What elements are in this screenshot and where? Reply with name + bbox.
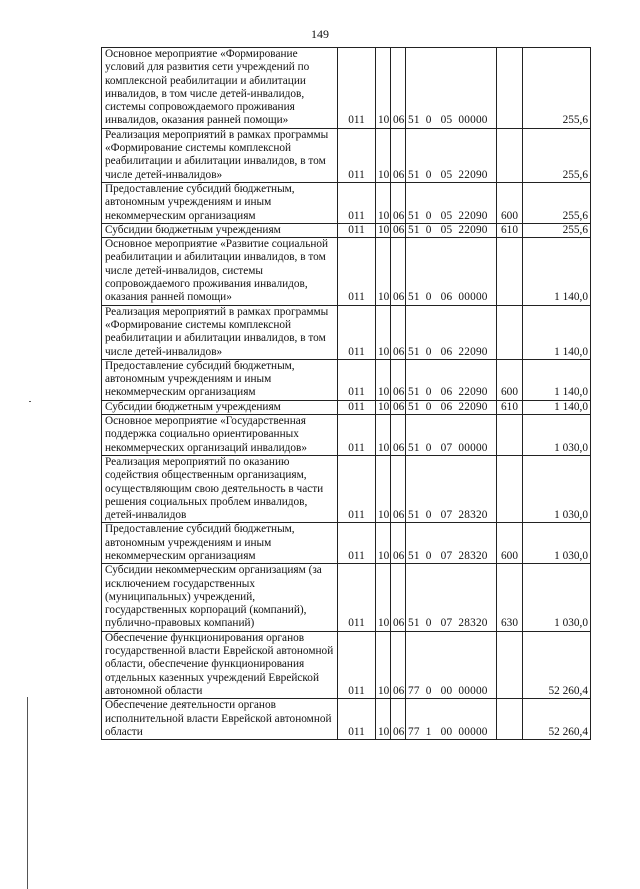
cell-name: Основное мероприятие «Развитие социальной реабилитации и абилитации инвалидов, в том числе детей-инвалидов, системы сопровождаемого проживания инвалидов, оказания ранней помощи» bbox=[102, 238, 338, 305]
cell-name: Обеспечение деятельности органов исполнительной власти Еврейской автономной области bbox=[102, 699, 338, 740]
table-row bbox=[102, 523, 591, 564]
cell-c4: 51 0 06 00000 bbox=[406, 238, 497, 305]
cell-c2: 10 bbox=[376, 400, 391, 414]
cell-c2: 10 bbox=[376, 238, 391, 305]
cell-c4: 51 0 05 00000 bbox=[406, 48, 497, 129]
table-body bbox=[102, 48, 591, 740]
cell-c1: 011 bbox=[338, 238, 376, 305]
cell-c2: 10 bbox=[376, 699, 391, 740]
cell-c3: 06 bbox=[391, 223, 406, 237]
cell-c5 bbox=[497, 128, 523, 182]
cell-c6: 52 260,4 bbox=[523, 631, 591, 698]
cell-c6: 255,6 bbox=[523, 48, 591, 129]
cell-c5 bbox=[497, 631, 523, 698]
cell-c1: 011 bbox=[338, 631, 376, 698]
cell-c2: 10 bbox=[376, 359, 391, 400]
cell-c4: 51 0 06 22090 bbox=[406, 305, 497, 359]
cell-name: Предоставление субсидий бюджетным, автономным учреждениям и иным некоммерческим организациям bbox=[102, 182, 338, 223]
table-row bbox=[102, 415, 591, 456]
cell-c3: 06 bbox=[391, 359, 406, 400]
cell-c1: 011 bbox=[338, 305, 376, 359]
cell-name: Основное мероприятие «Государственная поддержка социально ориентированных некоммерческих организаций инвалидов» bbox=[102, 415, 338, 456]
cell-name: Реализация мероприятий в рамках программы «Формирование системы комплексной реабилитации и абилитации инвалидов, в том числе детей-инвалидов» bbox=[102, 128, 338, 182]
cell-c5 bbox=[497, 455, 523, 522]
cell-c6: 255,6 bbox=[523, 223, 591, 237]
table-row bbox=[102, 400, 591, 414]
table-row bbox=[102, 455, 591, 522]
table-row bbox=[102, 305, 591, 359]
cell-c2: 10 bbox=[376, 223, 391, 237]
scan-mark-left bbox=[27, 697, 28, 889]
cell-c5 bbox=[497, 305, 523, 359]
cell-c4: 51 0 06 22090 bbox=[406, 359, 497, 400]
cell-c5: 600 bbox=[497, 182, 523, 223]
cell-c3: 06 bbox=[391, 238, 406, 305]
cell-c1: 011 bbox=[338, 523, 376, 564]
cell-c4: 51 0 05 22090 bbox=[406, 223, 497, 237]
cell-c4: 51 0 07 00000 bbox=[406, 415, 497, 456]
cell-c4: 51 0 07 28320 bbox=[406, 455, 497, 522]
table-row bbox=[102, 359, 591, 400]
cell-c5 bbox=[497, 48, 523, 129]
cell-c2: 10 bbox=[376, 564, 391, 631]
cell-c5: 610 bbox=[497, 400, 523, 414]
scan-mark-dot bbox=[29, 401, 31, 402]
cell-c6: 255,6 bbox=[523, 128, 591, 182]
cell-c2: 10 bbox=[376, 182, 391, 223]
cell-c6: 1 140,0 bbox=[523, 400, 591, 414]
cell-name: Субсидии бюджетным учреждениям bbox=[102, 223, 338, 237]
cell-c5 bbox=[497, 238, 523, 305]
cell-c3: 06 bbox=[391, 415, 406, 456]
cell-c1: 011 bbox=[338, 699, 376, 740]
table-row bbox=[102, 564, 591, 631]
cell-c4: 51 0 07 28320 bbox=[406, 564, 497, 631]
cell-name: Субсидии бюджетным учреждениям bbox=[102, 400, 338, 414]
cell-name: Субсидии некоммерческим организациям (за исключением государственных (муниципальных) учреждений, государственных корпораций (компаний), публично-правовых компаний) bbox=[102, 564, 338, 631]
cell-c1: 011 bbox=[338, 223, 376, 237]
cell-c4: 51 0 07 28320 bbox=[406, 523, 497, 564]
cell-c6: 255,6 bbox=[523, 182, 591, 223]
cell-c6: 1 030,0 bbox=[523, 455, 591, 522]
cell-c5: 630 bbox=[497, 564, 523, 631]
cell-c4: 51 0 05 22090 bbox=[406, 182, 497, 223]
table-row bbox=[102, 631, 591, 698]
cell-name: Реализация мероприятий по оказанию содействия общественным организациям, осуществляющим свою деятельность в части решения социальных проблем инвалидов, детей-инвалидов bbox=[102, 455, 338, 522]
cell-c3: 06 bbox=[391, 305, 406, 359]
cell-name: Основное мероприятие «Формирование условий для развития сети учреждений по комплексной реабилитации и абилитации инвалидов, в том числе детей-инвалидов, системы сопровождаемого проживания инвалидов, оказания ранней помощи» bbox=[102, 48, 338, 129]
table-row bbox=[102, 238, 591, 305]
cell-c3: 06 bbox=[391, 400, 406, 414]
cell-c1: 011 bbox=[338, 400, 376, 414]
cell-c1: 011 bbox=[338, 564, 376, 631]
cell-c4: 77 1 00 00000 bbox=[406, 699, 497, 740]
cell-c1: 011 bbox=[338, 359, 376, 400]
cell-c6: 1 140,0 bbox=[523, 238, 591, 305]
cell-c1: 011 bbox=[338, 455, 376, 522]
cell-c5 bbox=[497, 699, 523, 740]
cell-name: Предоставление субсидий бюджетным, автономным учреждениям и иным некоммерческим организациям bbox=[102, 523, 338, 564]
page-number: 149 bbox=[311, 27, 329, 41]
cell-c3: 06 bbox=[391, 48, 406, 129]
cell-name: Обеспечение функционирования органов государственной власти Еврейской автономной области, обеспечение функционирования отдельных казенных учреждений Еврейской автономной области bbox=[102, 631, 338, 698]
cell-c6: 1 140,0 bbox=[523, 359, 591, 400]
cell-c6: 1 030,0 bbox=[523, 564, 591, 631]
cell-c2: 10 bbox=[376, 48, 391, 129]
table-row bbox=[102, 223, 591, 237]
cell-c2: 10 bbox=[376, 455, 391, 522]
cell-c6: 1 030,0 bbox=[523, 415, 591, 456]
cell-c1: 011 bbox=[338, 48, 376, 129]
cell-c3: 06 bbox=[391, 128, 406, 182]
table-row bbox=[102, 699, 591, 740]
cell-c6: 1 030,0 bbox=[523, 523, 591, 564]
cell-c3: 06 bbox=[391, 564, 406, 631]
table-row bbox=[102, 48, 591, 129]
cell-c4: 77 0 00 00000 bbox=[406, 631, 497, 698]
cell-name: Предоставление субсидий бюджетным, автономным учреждениям и иным некоммерческим организациям bbox=[102, 359, 338, 400]
cell-c5: 600 bbox=[497, 359, 523, 400]
cell-c6: 52 260,4 bbox=[523, 699, 591, 740]
cell-c1: 011 bbox=[338, 128, 376, 182]
cell-c3: 06 bbox=[391, 631, 406, 698]
cell-c2: 10 bbox=[376, 128, 391, 182]
cell-c4: 51 0 05 22090 bbox=[406, 128, 497, 182]
cell-c3: 06 bbox=[391, 699, 406, 740]
cell-c4: 51 0 06 22090 bbox=[406, 400, 497, 414]
cell-c3: 06 bbox=[391, 182, 406, 223]
budget-table bbox=[101, 47, 591, 740]
cell-c3: 06 bbox=[391, 455, 406, 522]
cell-c5: 610 bbox=[497, 223, 523, 237]
cell-c2: 10 bbox=[376, 415, 391, 456]
cell-c5 bbox=[497, 415, 523, 456]
table-row bbox=[102, 182, 591, 223]
cell-c3: 06 bbox=[391, 523, 406, 564]
table-row bbox=[102, 128, 591, 182]
cell-c6: 1 140,0 bbox=[523, 305, 591, 359]
cell-name: Реализация мероприятий в рамках программы «Формирование системы комплексной реабилитации и абилитации инвалидов, в том числе детей-инвалидов» bbox=[102, 305, 338, 359]
cell-c2: 10 bbox=[376, 305, 391, 359]
cell-c1: 011 bbox=[338, 182, 376, 223]
cell-c1: 011 bbox=[338, 415, 376, 456]
cell-c5: 600 bbox=[497, 523, 523, 564]
cell-c2: 10 bbox=[376, 523, 391, 564]
cell-c2: 10 bbox=[376, 631, 391, 698]
